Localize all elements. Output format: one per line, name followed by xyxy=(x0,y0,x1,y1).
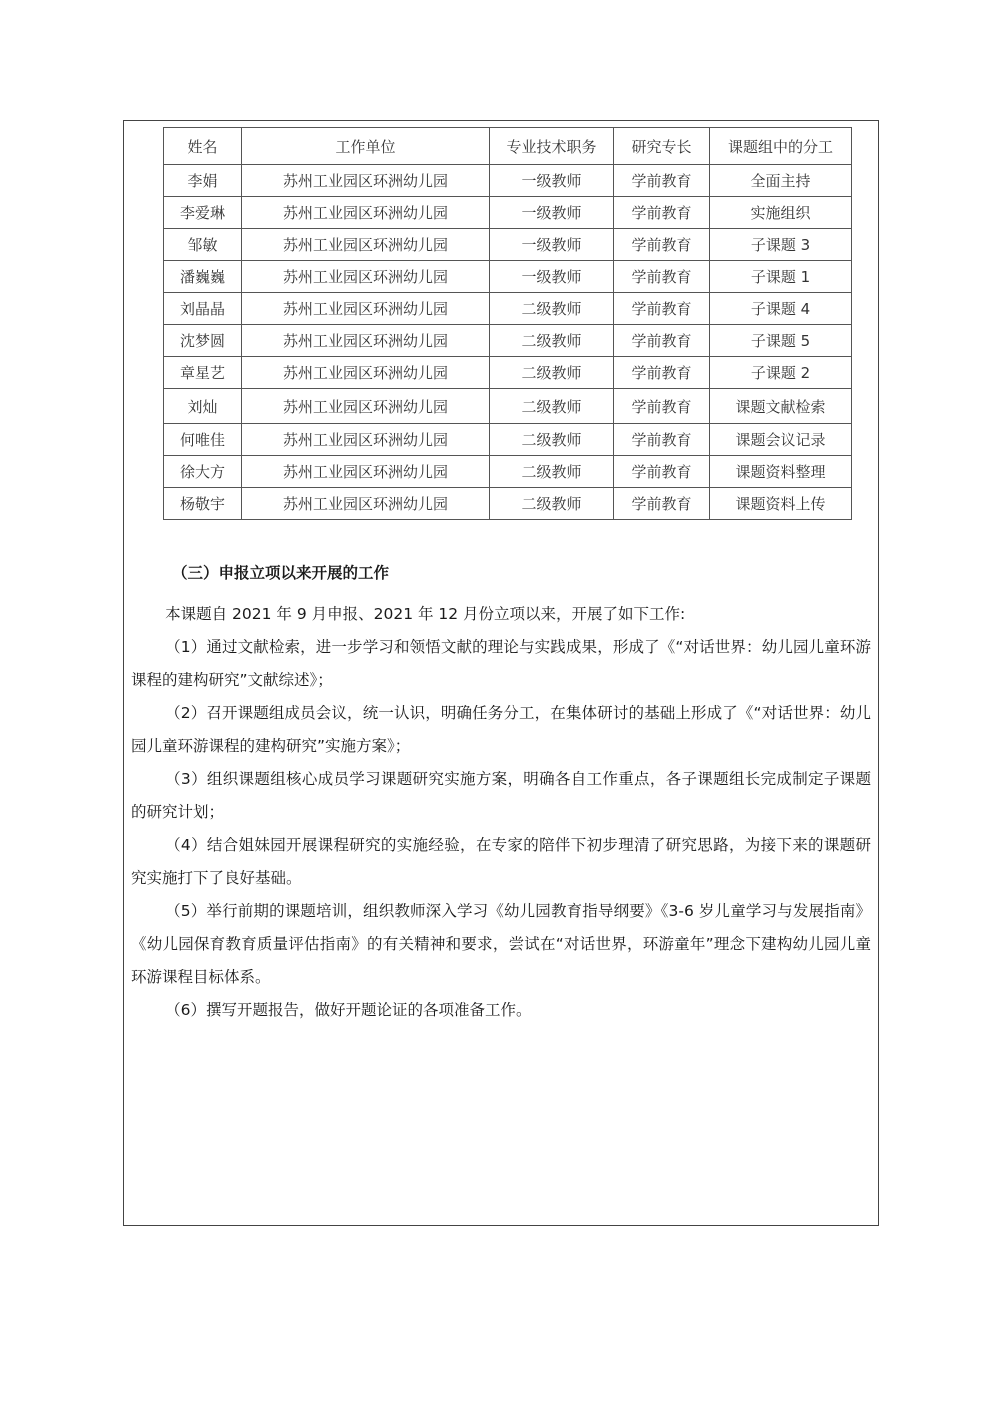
table-row xyxy=(164,325,852,357)
cell-name: 邹敏 xyxy=(164,229,242,261)
cell-role: 子课题 2 xyxy=(710,357,852,389)
cell-specialty: 学前教育 xyxy=(614,424,710,456)
cell-unit: 苏州工业园区环洲幼儿园 xyxy=(242,456,490,488)
cell-title: 一级教师 xyxy=(490,229,614,261)
cell-name: 杨敬宇 xyxy=(164,488,242,520)
cell-specialty: 学前教育 xyxy=(614,456,710,488)
table-header-row xyxy=(164,128,852,165)
table-row xyxy=(164,293,852,325)
paragraph-item-3: （3）组织课题组核心成员学习课题研究实施方案，明确各自工作重点，各子课题组长完成制定子课题的研究计划； xyxy=(131,770,871,821)
cell-title: 一级教师 xyxy=(490,261,614,293)
cell-unit: 苏州工业园区环洲幼儿园 xyxy=(242,389,490,424)
cell-name: 潘巍巍 xyxy=(164,261,242,293)
table-row xyxy=(164,261,852,293)
cell-specialty: 学前教育 xyxy=(614,229,710,261)
cell-specialty: 学前教育 xyxy=(614,357,710,389)
header-unit: 工作单位 xyxy=(242,128,490,165)
cell-unit: 苏州工业园区环洲幼儿园 xyxy=(242,165,490,197)
paragraph-item-6: （6）撰写开题报告，做好开题论证的各项准备工作。 xyxy=(165,1001,532,1019)
cell-name: 刘晶晶 xyxy=(164,293,242,325)
cell-title: 二级教师 xyxy=(490,357,614,389)
cell-title: 二级教师 xyxy=(490,456,614,488)
cell-unit: 苏州工业园区环洲幼儿园 xyxy=(242,229,490,261)
cell-specialty: 学前教育 xyxy=(614,293,710,325)
cell-title: 二级教师 xyxy=(490,424,614,456)
cell-unit: 苏州工业园区环洲幼儿园 xyxy=(242,197,490,229)
cell-unit: 苏州工业园区环洲幼儿园 xyxy=(242,424,490,456)
paragraph-item-4: （4）结合姐妹园开展课程研究的实施经验，在专家的陪伴下初步理清了研究思路，为接下来的课题研究实施打下了良好基础。 xyxy=(131,836,871,887)
cell-unit: 苏州工业园区环洲幼儿园 xyxy=(242,488,490,520)
cell-specialty: 学前教育 xyxy=(614,389,710,424)
cell-name: 李爱琳 xyxy=(164,197,242,229)
cell-role: 子课题 4 xyxy=(710,293,852,325)
work-summary xyxy=(131,598,871,1027)
table-row xyxy=(164,424,852,456)
table-row xyxy=(164,389,852,424)
cell-specialty: 学前教育 xyxy=(614,197,710,229)
cell-specialty: 学前教育 xyxy=(614,488,710,520)
cell-role: 子课题 1 xyxy=(710,261,852,293)
table-row xyxy=(164,456,852,488)
table-row xyxy=(164,165,852,197)
header-role: 课题组中的分工 xyxy=(710,128,852,165)
members-table xyxy=(163,127,852,520)
cell-specialty: 学前教育 xyxy=(614,261,710,293)
header-specialty: 研究专长 xyxy=(614,128,710,165)
table-row xyxy=(164,357,852,389)
cell-name: 徐大方 xyxy=(164,456,242,488)
paragraph-item-1: （1）通过文献检索，进一步学习和领悟文献的理论与实践成果，形成了《“对话世界：幼儿园儿童环游课程的建构研究”文献综述》； xyxy=(131,638,871,689)
cell-title: 二级教师 xyxy=(490,488,614,520)
cell-role: 子课题 3 xyxy=(710,229,852,261)
cell-unit: 苏州工业园区环洲幼儿园 xyxy=(242,293,490,325)
cell-unit: 苏州工业园区环洲幼儿园 xyxy=(242,357,490,389)
cell-title: 二级教师 xyxy=(490,389,614,424)
cell-title: 二级教师 xyxy=(490,325,614,357)
cell-role: 子课题 5 xyxy=(710,325,852,357)
cell-name: 刘灿 xyxy=(164,389,242,424)
cell-specialty: 学前教育 xyxy=(614,325,710,357)
cell-title: 二级教师 xyxy=(490,293,614,325)
paragraph-item-5: （5）举行前期的课题培训，组织教师深入学习《幼儿园教育指导纲要》《3-6 岁儿童学习与发展指南》《幼儿园保育教育质量评估指南》的有关精神和要求，尝试在“对话世界，环游童年”理念下建构幼儿园儿童环游课程目标体系。 xyxy=(131,902,871,986)
cell-specialty: 学前教育 xyxy=(614,165,710,197)
cell-role: 课题资料上传 xyxy=(710,488,852,520)
table-row xyxy=(164,229,852,261)
header-name: 姓名 xyxy=(164,128,242,165)
cell-title: 一级教师 xyxy=(490,165,614,197)
cell-name: 李娟 xyxy=(164,165,242,197)
cell-unit: 苏州工业园区环洲幼儿园 xyxy=(242,325,490,357)
cell-title: 一级教师 xyxy=(490,197,614,229)
cell-role: 课题文献检索 xyxy=(710,389,852,424)
cell-role: 课题资料整理 xyxy=(710,456,852,488)
header-title: 专业技术职务 xyxy=(490,128,614,165)
table-row xyxy=(164,488,852,520)
section-title: （三）申报立项以来开展的工作 xyxy=(172,564,390,582)
cell-name: 沈梦圆 xyxy=(164,325,242,357)
paragraph-item-2: （2）召开课题组成员会议，统一认识，明确任务分工，在集体研讨的基础上形成了《“对话世界：幼儿园儿童环游课程的建构研究”实施方案》； xyxy=(131,704,871,755)
cell-role: 全面主持 xyxy=(710,165,852,197)
cell-unit: 苏州工业园区环洲幼儿园 xyxy=(242,261,490,293)
cell-name: 章星艺 xyxy=(164,357,242,389)
table-row xyxy=(164,197,852,229)
cell-role: 实施组织 xyxy=(710,197,852,229)
cell-role: 课题会议记录 xyxy=(710,424,852,456)
paragraph-intro: 本课题自 2021 年 9 月申报、2021 年 12 月份立项以来，开展了如下工作: xyxy=(165,605,686,623)
cell-name: 何唯佳 xyxy=(164,424,242,456)
